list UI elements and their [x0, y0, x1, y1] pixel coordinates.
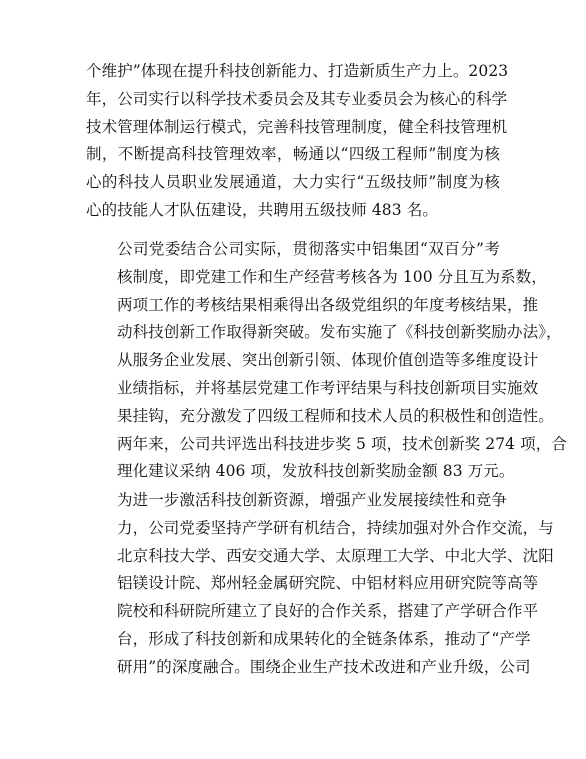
text-line: 核制度，即党建工作和生产经营考核各为 100 分且互为系数， — [117, 267, 547, 286]
text-line: 个维护”体现在提升科技创新能力、打造新质生产力上。2023 — [86, 62, 509, 80]
text-line: 技术管理体制运行模式，完善科技管理制度，健全科技管理机 — [86, 117, 508, 136]
text-line: 心的科技人员职业发展通道，大力实行“五级技师”制度为核 — [86, 173, 500, 192]
text-line: 年，公司实行以科学技术委员会及其专业委员会为核心的科学 — [86, 89, 508, 108]
text-line: 理化建议采纳 406 项，发放科技创新奖励金额 83 万元。 — [117, 462, 515, 481]
text-line: 心的技能人才队伍建设，共聘用五级技师 483 名。 — [86, 200, 438, 219]
paragraph-3 — [86, 487, 554, 682]
text-line: 两年来，公司共评选出科技进步奖 5 项，技术创新奖 274 项，合 — [117, 434, 567, 453]
text-line: 北京科技大学、西安交通大学、太原理工大学、中北大学、沈阳 — [117, 546, 554, 565]
text-line: 制，不断提高科技管理效率，畅通以“四级工程师”制度为核 — [86, 145, 500, 164]
text-line: 公司党委结合公司实际，贯彻落实中铝集团“双百分”考 — [117, 240, 500, 258]
text-line: 院校和科研院所建立了良好的合作关系，搭建了产学研合作平 — [117, 602, 539, 621]
paragraph-1 — [86, 58, 509, 225]
text-line: 铝镁设计院、郑州轻金属研究院、中铝材料应用研究院等高等 — [117, 574, 539, 593]
text-line: 业绩指标，并将基层党建工作考评结果与科技创新项目实施效 — [117, 378, 539, 397]
text-line: 两项工作的考核结果相乘得出各级党组织的年度考核结果，推 — [117, 295, 539, 314]
text-line: 研用”的深度融合。围绕企业生产技术改进和产业升级，公司 — [117, 657, 531, 676]
text-line: 为进一步激活科技创新资源，增强产业发展接续性和竞争 — [117, 491, 508, 509]
text-line: 动科技创新工作取得新突破。发布实施了《科技创新奖励办法》， — [117, 323, 562, 342]
paragraph-2 — [86, 236, 567, 486]
text-line: 力，公司党委坚持产学研有机结合，持续加强对外合作交流，与 — [117, 518, 554, 537]
text-line: 从服务企业发展、突出创新引领、体现价值创造等多维度设计 — [117, 351, 539, 370]
text-line: 台，形成了科技创新和成果转化的全链条体系，推动了“产学 — [117, 629, 531, 648]
text-line: 果挂钩，充分激发了四级工程师和技术人员的积极性和创造性。 — [117, 406, 554, 425]
